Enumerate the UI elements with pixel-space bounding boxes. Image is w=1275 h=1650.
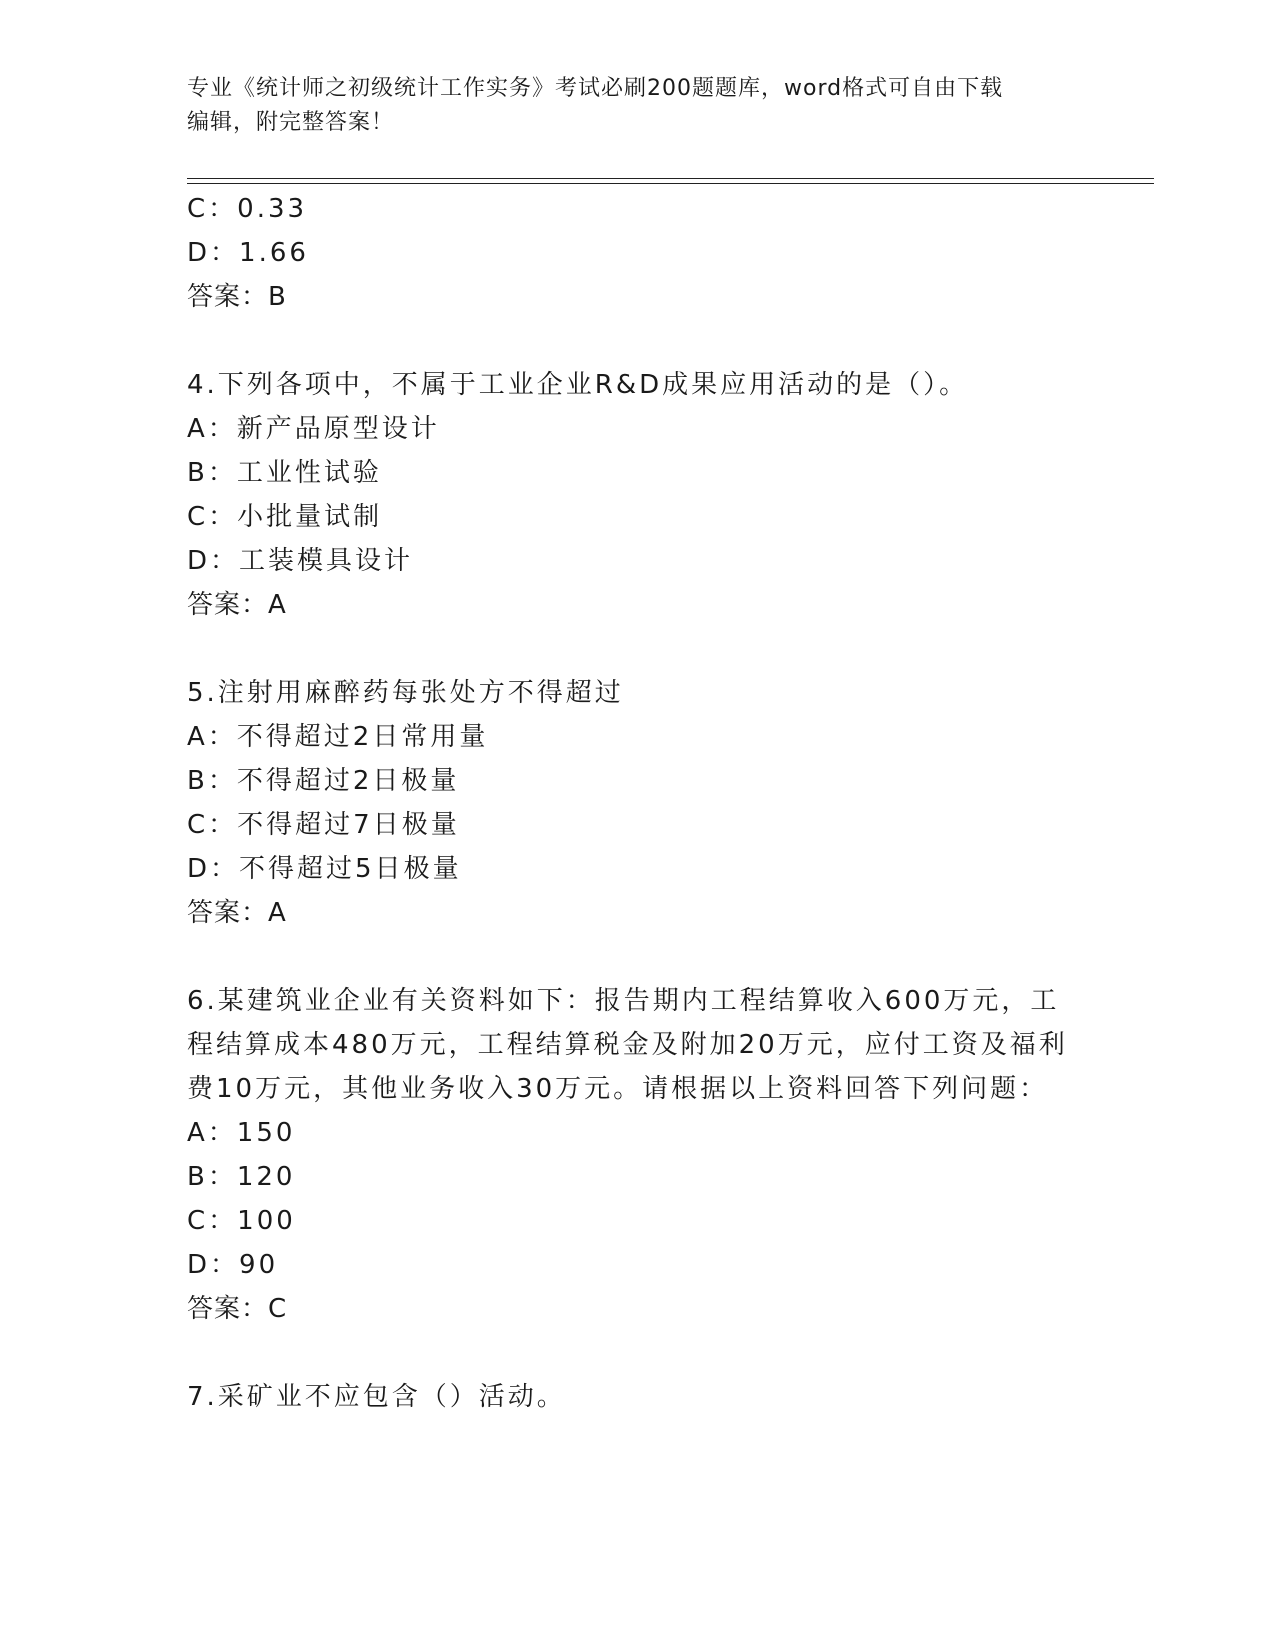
option-a: A：新产品原型设计 [187,414,440,444]
option-d: D：不得超过5日极量 [187,854,462,884]
answer-line: 答案：A [187,590,287,620]
option-c: C：不得超过7日极量 [187,810,460,840]
option-d: D：工装模具设计 [187,546,414,576]
option-a: A：不得超过2日常用量 [187,722,489,752]
option-c: C：0.33 [187,194,308,224]
header-line-2: 编辑，附完整答案！ [187,110,395,135]
option-d: D：1.66 [187,238,309,268]
option-d: D：90 [187,1250,279,1280]
option-b: B：不得超过2日极量 [187,766,460,796]
answer-line: 答案：A [187,898,287,928]
page-header [187,72,1087,140]
question-6-line-3: 费10万元，其他业务收入30万元。请根据以上资料回答下列问题： [187,1074,1049,1104]
question-4: 4.下列各项中，不属于工业企业R&D成果应用活动的是（）。 [187,370,969,400]
option-b: B：120 [187,1162,296,1192]
header-line-1: 专业《统计师之初级统计工作实务》考试必刷200题题库，word格式可自由下载 [187,76,1004,101]
answer-line: 答案：B [187,282,287,312]
option-a: A：150 [187,1118,296,1148]
question-6-line-1: 6.某建筑业企业有关资料如下：报告期内工程结算收入600万元，工 [187,986,1060,1016]
question-7: 7.采矿业不应包含（）活动。 [187,1382,566,1412]
question-6-line-2: 程结算成本480万元，工程结算税金及附加20万元，应付工资及福利 [187,1030,1068,1060]
answer-line: 答案：C [187,1294,288,1324]
option-b: B：工业性试验 [187,458,382,488]
option-c: C：小批量试制 [187,502,383,532]
header-divider-bottom [187,183,1154,184]
header-divider-top [187,178,1154,179]
question-5: 5.注射用麻醉药每张处方不得超过 [187,678,624,708]
option-c: C：100 [187,1206,296,1236]
